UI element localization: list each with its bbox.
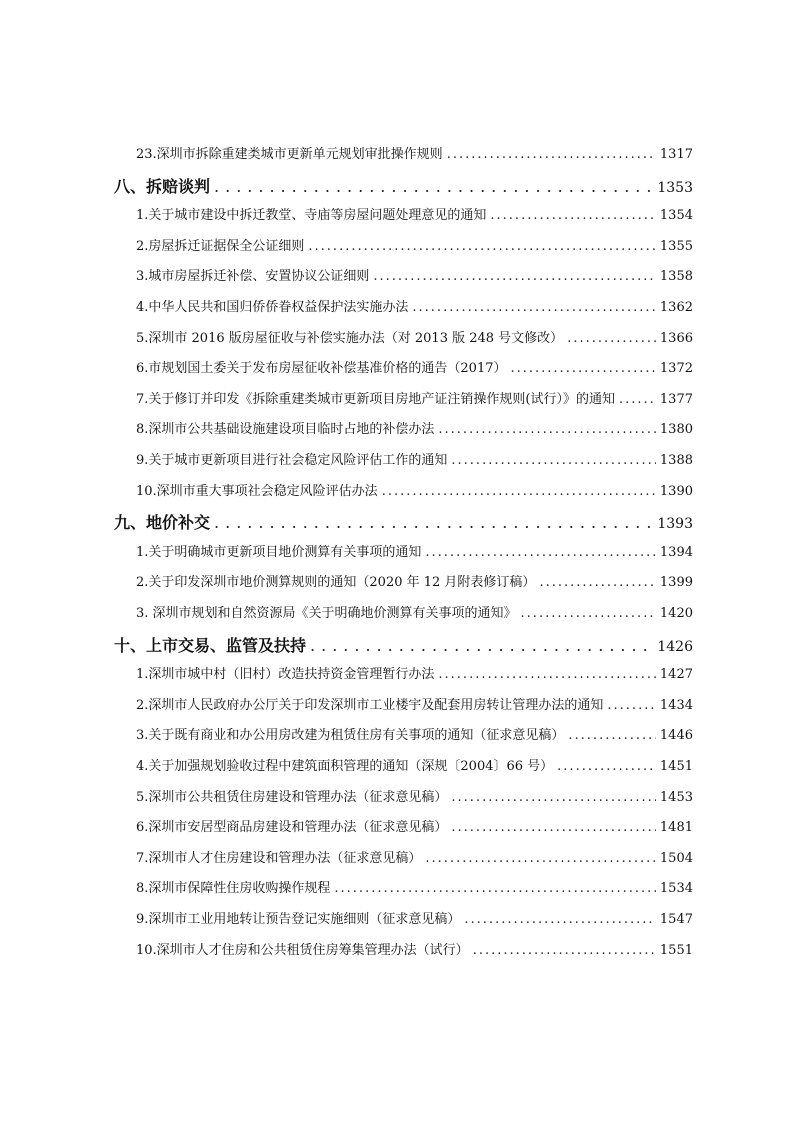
- toc-entry-title: 1.关于城市建设中拆迁教堂、寺庙等房屋问题处理意见的通知: [136, 208, 487, 224]
- dot-leader: [464, 912, 656, 927]
- toc-page-number: 1446: [659, 728, 693, 744]
- toc-page-number: 1354: [659, 208, 693, 224]
- toc-page-number: 1504: [659, 850, 693, 866]
- toc-page-number: 1390: [659, 483, 693, 499]
- toc-page-number: 1393: [657, 516, 693, 533]
- toc-section-title: 九、地价补交: [114, 513, 211, 533]
- toc-entry-title: 8.深圳市保障性住房收购操作规程: [136, 881, 331, 897]
- toc-entry-row: [136, 847, 693, 866]
- toc-entry-title: 5.深圳市 2016 版房屋征收与补偿实施办法（对 2013 版 248 号文修改）: [136, 330, 564, 346]
- dot-leader: [451, 453, 656, 468]
- toc-entry-title: 1.关于明确城市更新项目地价测算有关事项的通知: [136, 544, 422, 560]
- toc-entry-title: 3.城市房屋拆迁补偿、安置协议公证细则: [136, 269, 370, 285]
- toc-entry-title: 4.关于加强规划验收过程中建筑面积管理的通知（深规〔2004〕66 号）: [136, 759, 554, 774]
- toc-page-number: 1451: [659, 759, 693, 774]
- dot-leader: [521, 606, 656, 621]
- toc-page-number: 1551: [659, 942, 693, 958]
- toc-entry-title: 7.关于修订并印发《拆除重建类城市更新项目房地产证注销操作规则(试行）》的通知: [136, 391, 615, 407]
- dot-leader: [373, 269, 656, 284]
- toc-page-number: 1420: [659, 606, 693, 621]
- toc-section-row: [114, 174, 693, 197]
- dot-leader: [214, 513, 653, 532]
- toc-page-number: 1358: [659, 269, 693, 285]
- dot-leader: [451, 790, 656, 805]
- toc-page-number: 1372: [659, 361, 693, 377]
- dot-leader: [567, 331, 656, 346]
- toc-page-number: 1399: [659, 575, 693, 591]
- toc-entry-row: [136, 143, 693, 162]
- toc-entry-row: [136, 908, 693, 927]
- toc-entry-title: 6.市规划国土委关于发布房屋征收补偿基准价格的通告（2017）: [136, 361, 507, 377]
- dot-leader: [473, 943, 656, 958]
- toc-entry-title: 2.关于印发深圳市地价测算规则的通知（2020 年 12 月附表修订稿）: [136, 575, 536, 591]
- toc-entry-row: [136, 939, 693, 958]
- toc-entry-row: [136, 541, 693, 560]
- dot-leader: [308, 239, 656, 254]
- dot-leader: [334, 881, 656, 896]
- dot-leader: [425, 545, 656, 560]
- toc-entry-title: 3.关于既有商业和办公用房改建为租赁住房有关事项的通知（征求意见稿）: [136, 728, 565, 744]
- toc-entry-title: 4.中华人民共和国归侨侨眷权益保护法实施办法: [136, 300, 409, 315]
- toc-section-row: [114, 510, 693, 533]
- toc-entry-row: [136, 786, 693, 805]
- dot-leader: [438, 667, 656, 682]
- toc-page-number: 1380: [659, 422, 693, 438]
- toc-entry-row: [136, 449, 693, 468]
- toc-entry-row: [136, 816, 693, 835]
- toc-entry-row: [136, 480, 693, 499]
- dot-leader: [447, 147, 656, 162]
- toc-page-number: 1434: [659, 697, 693, 713]
- dot-leader: [382, 484, 656, 499]
- dot-leader: [568, 728, 656, 743]
- toc-entry-row: [136, 204, 693, 223]
- toc-entry-row: [136, 327, 693, 346]
- toc-entry-row: [136, 694, 693, 713]
- toc-page-number: 1394: [659, 544, 693, 560]
- toc-section-title: 十、上市交易、监管及扶持: [114, 635, 307, 655]
- toc-page-number: 1388: [659, 453, 693, 468]
- toc-page-number: 1481: [659, 820, 693, 836]
- toc-entry-row: [136, 388, 693, 407]
- dot-leader: [412, 300, 656, 315]
- dot-leader: [438, 422, 656, 437]
- toc-entry-row: [136, 296, 693, 315]
- toc-entry-title: 8.深圳市公共基础设施建设项目临时占地的补偿办法: [136, 422, 435, 438]
- toc-page-number: 1534: [659, 881, 693, 897]
- toc-entry-title: 10.深圳市人才住房和公共租赁住房筹集管理办法（试行）: [136, 942, 469, 958]
- toc-page-number: 1317: [659, 147, 693, 162]
- toc-page-number: 1377: [659, 391, 693, 407]
- toc-entry-title: 3. 深圳市规划和自然资源局《关于明确地价测算有关事项的通知》: [136, 606, 517, 621]
- toc-page-number: 1355: [659, 238, 693, 254]
- dot-leader: [310, 636, 653, 655]
- dot-leader: [557, 759, 656, 774]
- toc-entry-title: 7.深圳市人才住房建设和管理办法（征求意见稿）: [136, 850, 422, 866]
- toc-entry-title: 5.深圳市公共租赁住房建设和管理办法（征求意见稿）: [136, 789, 448, 805]
- toc-page-number: 1547: [659, 912, 693, 927]
- toc-entry-title: 2.房屋拆迁证据保全公证细则: [136, 238, 305, 254]
- toc-entry-title: 9.深圳市工业用地转让预告登记实施细则（征求意见稿）: [136, 912, 461, 927]
- toc-entry-title: 23.深圳市拆除重建类城市更新单元规划审批操作规则: [136, 147, 443, 162]
- toc-page-number: 1353: [657, 179, 693, 196]
- toc-page-number: 1366: [659, 330, 693, 346]
- dot-leader: [607, 698, 656, 713]
- toc-entry-row: [136, 235, 693, 254]
- toc-entry-row: [136, 877, 693, 896]
- dot-leader: [619, 392, 656, 407]
- toc-entry-row: [136, 724, 693, 743]
- toc-entry-row: [136, 755, 693, 774]
- toc-entry-row: [136, 418, 693, 437]
- toc-entry-title: 2.深圳市人民政府办公厅关于印发深圳市工业楼宇及配套用房转让管理办法的通知: [136, 697, 604, 713]
- toc-section-row: [114, 633, 693, 656]
- dot-leader: [214, 177, 653, 196]
- dot-leader: [539, 575, 655, 590]
- toc-entry-row: [136, 663, 693, 682]
- dot-leader: [511, 361, 656, 376]
- dot-leader: [451, 820, 656, 835]
- toc-page-number: 1453: [659, 789, 693, 805]
- toc-page-number: 1426: [657, 638, 693, 655]
- toc-entry-row: [136, 357, 693, 376]
- toc-entry-row: [136, 571, 693, 590]
- toc-entry-title: 1.深圳市城中村（旧村）改造扶持资金管理暂行办法: [136, 667, 435, 683]
- dot-leader: [425, 851, 656, 866]
- toc-section-title: 八、拆赔谈判: [114, 176, 211, 196]
- toc-entry-title: 9.关于城市更新项目进行社会稳定风险评估工作的通知: [136, 453, 448, 468]
- toc-page-number: 1362: [659, 300, 693, 315]
- toc-entry-row: [136, 602, 693, 621]
- toc-entry-title: 10.深圳市重大事项社会稳定风险评估办法: [136, 483, 378, 499]
- toc-entry-row: [136, 265, 693, 284]
- toc-page-number: 1427: [659, 667, 693, 683]
- toc-entry-title: 6.深圳市安居型商品房建设和管理办法（征求意见稿）: [136, 820, 448, 836]
- dot-leader: [490, 208, 656, 223]
